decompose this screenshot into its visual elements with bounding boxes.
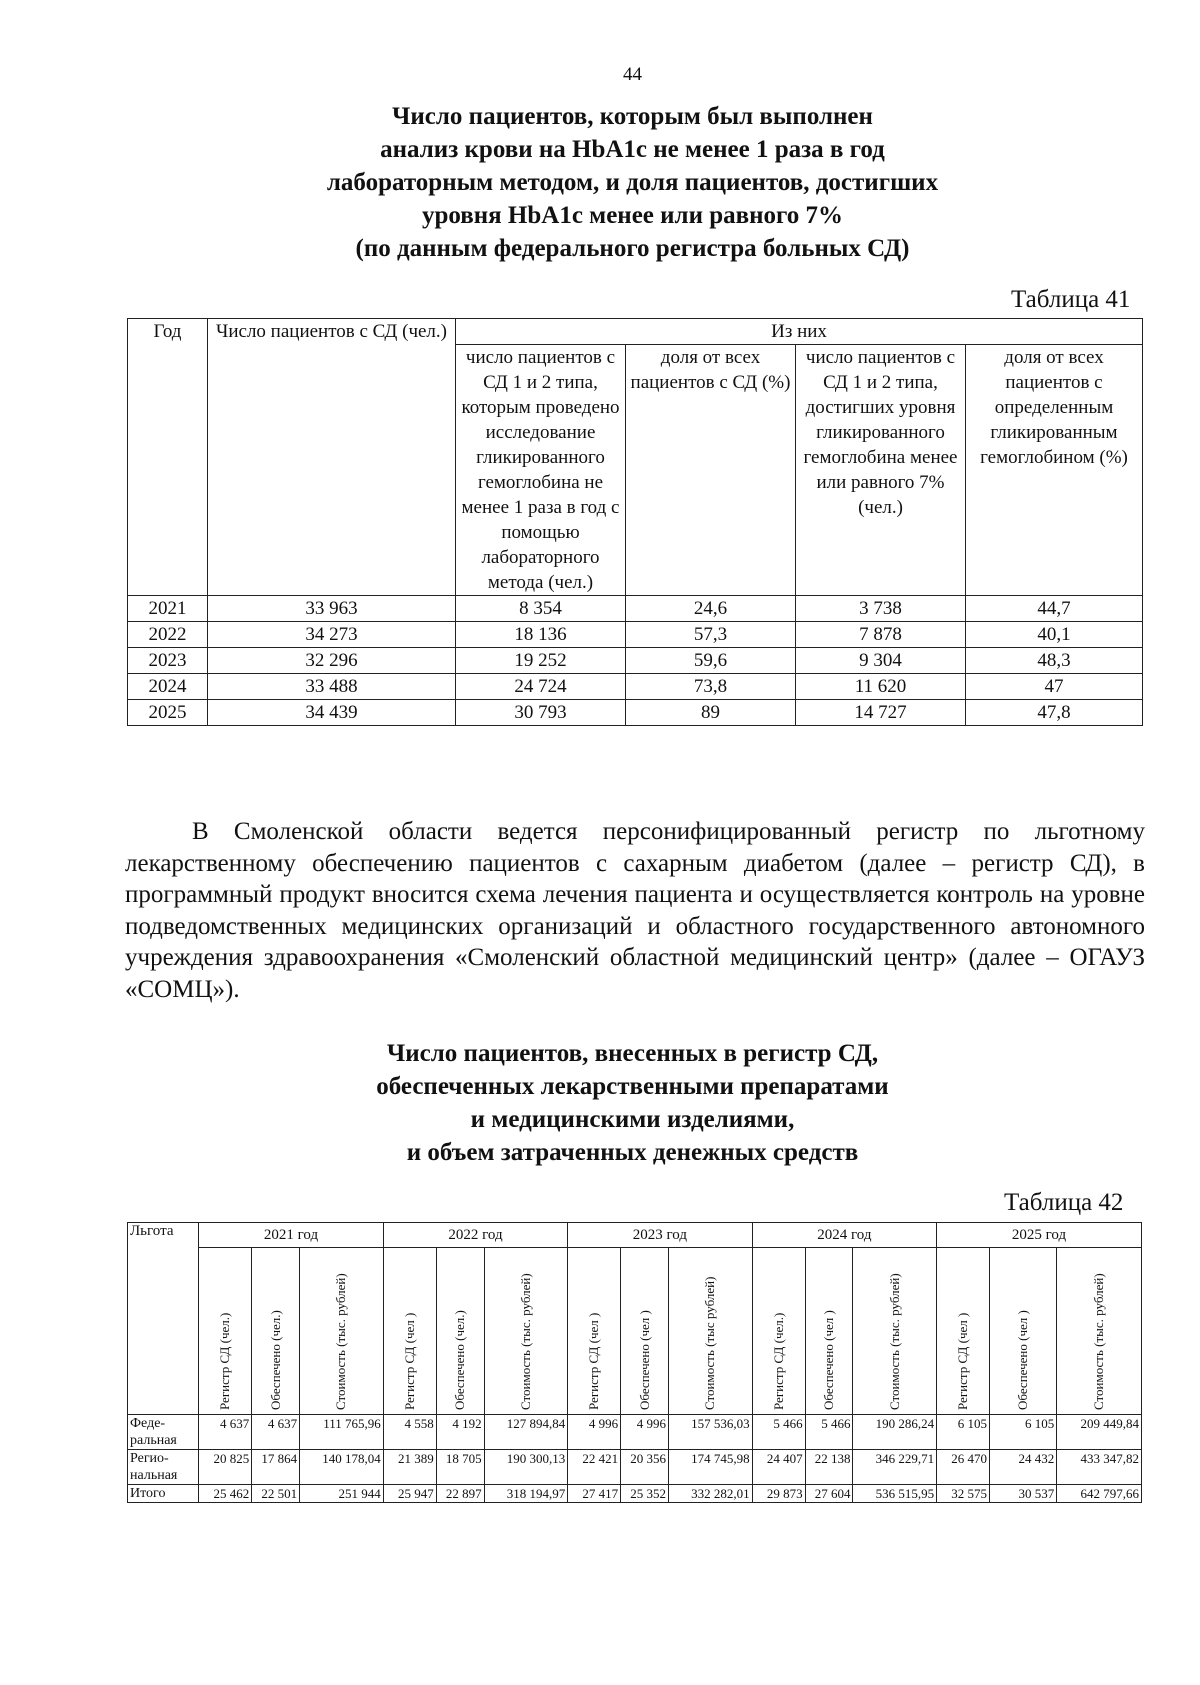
header-subcolumn-label: Обеспечено (чел ): [1015, 1310, 1031, 1410]
table-cell: 25 352: [621, 1485, 669, 1503]
table41: [127, 318, 1143, 726]
header-subcolumn: [568, 1248, 621, 1415]
page-number: 44: [623, 64, 642, 85]
header-subcolumn-label: Стоимость (тыс. рублей): [333, 1273, 349, 1410]
header-subcolumn: [436, 1248, 484, 1415]
table-cell: 47,8: [966, 700, 1143, 726]
table42: [127, 1222, 1142, 1503]
header-year: 2024 год: [752, 1223, 936, 1248]
header-subcolumn: [199, 1248, 252, 1415]
header-subcolumn: [383, 1248, 436, 1415]
table-cell: 433 347,82: [1057, 1450, 1142, 1485]
table-row: [128, 700, 1143, 726]
table-cell: 20 356: [621, 1450, 669, 1485]
table-row: [128, 1450, 1142, 1485]
title-line: Число пациентов, внесенных в регистр СД,: [386, 1040, 879, 1067]
title-line: и объем затраченных денежных средств: [406, 1139, 859, 1166]
table-cell: 140 178,04: [300, 1450, 384, 1485]
header-subcolumn: [805, 1248, 853, 1415]
header-subcolumn: [990, 1248, 1057, 1415]
header-total: Число пациентов с СД (чел.): [208, 319, 456, 596]
table-cell: 111 765,96: [300, 1415, 384, 1450]
header-subcolumn-label: Стоимость (тыс рублей): [702, 1276, 718, 1410]
table-cell: 29 873: [752, 1485, 805, 1503]
header-year: 2023 год: [568, 1223, 752, 1248]
header-subcolumn: [853, 1248, 937, 1415]
header-subcolumn: [1057, 1248, 1142, 1415]
table-cell: 22 421: [568, 1450, 621, 1485]
table41-caption: Таблица 41: [1011, 286, 1131, 313]
title-line: и медицинскими изделиями,: [470, 1106, 795, 1133]
table-cell: 30 793: [456, 700, 626, 726]
header-year: 2022 год: [383, 1223, 567, 1248]
table-cell: 34 439: [208, 700, 456, 726]
header-subcolumn: [252, 1248, 300, 1415]
title-line: уровня HbA1c менее или равного 7%: [421, 202, 844, 229]
header-tested: число пациентов с СД 1 и 2 типа, которым проведено исследование гликированного гемоглобина не менее 1 раза в год с помощью лабораторного метода (чел.): [456, 345, 626, 596]
header-subcolumn: [300, 1248, 384, 1415]
table-row: [128, 1485, 1142, 1503]
table-cell: 27 604: [805, 1485, 853, 1503]
table-cell: 174 745,98: [669, 1450, 753, 1485]
table-cell: 2024: [128, 674, 208, 700]
table-cell: 7 878: [796, 622, 966, 648]
row-label: Регио-нальная: [128, 1450, 199, 1485]
table-cell: 48,3: [966, 648, 1143, 674]
header-subcolumn: [752, 1248, 805, 1415]
table-row: [128, 622, 1143, 648]
table-cell: 3 738: [796, 596, 966, 622]
table-cell: 318 194,97: [484, 1485, 568, 1503]
table-row: [128, 648, 1143, 674]
table-cell: 27 417: [568, 1485, 621, 1503]
table-cell: 4 637: [199, 1415, 252, 1450]
header-tested-share: доля от всех пациентов с СД (%): [626, 345, 796, 596]
table-cell: 22 501: [252, 1485, 300, 1503]
table-cell: 30 537: [990, 1485, 1057, 1503]
table-cell: 4 558: [383, 1415, 436, 1450]
header-year: 2025 год: [937, 1223, 1142, 1248]
table-cell: 6 105: [990, 1415, 1057, 1450]
table-cell: 251 944: [300, 1485, 384, 1503]
table-cell: 24,6: [626, 596, 796, 622]
table-cell: 14 727: [796, 700, 966, 726]
header-subcolumn-label: Регистр СД (чел ): [401, 1312, 417, 1410]
table-cell: 20 825: [199, 1450, 252, 1485]
table-cell: 73,8: [626, 674, 796, 700]
table-cell: 642 797,66: [1057, 1485, 1142, 1503]
table-cell: 209 449,84: [1057, 1415, 1142, 1450]
table-cell: 5 466: [805, 1415, 853, 1450]
header-subcolumn-label: Стоимость (тыс. рублей): [1091, 1273, 1107, 1410]
table-cell: 5 466: [752, 1415, 805, 1450]
table-cell: 6 105: [937, 1415, 990, 1450]
title-line: Число пациентов, которым был выполнен: [392, 103, 873, 130]
table-cell: 89: [626, 700, 796, 726]
header-subcolumn-label: Обеспечено (чел.): [452, 1310, 468, 1410]
table-row: [128, 1415, 1142, 1450]
header-subcolumn: [669, 1248, 753, 1415]
table-cell: 2022: [128, 622, 208, 648]
table-cell: 332 282,01: [669, 1485, 753, 1503]
header-year: Год: [128, 319, 208, 596]
table-cell: 22 138: [805, 1450, 853, 1485]
table-row: [128, 674, 1143, 700]
table-cell: 59,6: [626, 648, 796, 674]
table-cell: 34 273: [208, 622, 456, 648]
header-subcolumn-label: Обеспечено (чел ): [636, 1310, 652, 1410]
table-cell: 25 947: [383, 1485, 436, 1503]
table-cell: 4 996: [621, 1415, 669, 1450]
header-subcolumn: [484, 1248, 568, 1415]
header-subcolumn-label: Обеспечено (чел ): [821, 1310, 837, 1410]
table-cell: 32 575: [937, 1485, 990, 1503]
title-line: анализ крови на HbA1c не менее 1 раза в год: [380, 136, 885, 163]
table-cell: 24 724: [456, 674, 626, 700]
title-line: лабораторным методом, и доля пациентов, достигших: [326, 169, 939, 196]
table-cell: 2025: [128, 700, 208, 726]
table-cell: 127 894,84: [484, 1415, 568, 1450]
table-cell: 9 304: [796, 648, 966, 674]
table-cell: 33 963: [208, 596, 456, 622]
title-line: (по данным федерального регистра больных СД): [355, 235, 910, 262]
header-year: 2021 год: [199, 1223, 383, 1248]
table-cell: 32 296: [208, 648, 456, 674]
table-cell: 4 996: [568, 1415, 621, 1450]
table-cell: 2023: [128, 648, 208, 674]
table-cell: 190 286,24: [853, 1415, 937, 1450]
table-cell: 40,1: [966, 622, 1143, 648]
header-benefit: Льгота: [128, 1223, 199, 1415]
header-reached: число пациентов с СД 1 и 2 типа, достигших уровня гликированного гемоглобина менее или равного 7% (чел.): [796, 345, 966, 596]
table42-caption: Таблица 42: [1004, 1189, 1124, 1216]
header-subcolumn-label: Регистр СД (чел.): [770, 1312, 786, 1410]
table-cell: 190 300,13: [484, 1450, 568, 1485]
header-subcolumn-label: Регистр СД (чел ): [586, 1312, 602, 1410]
table41-title: [0, 100, 1200, 265]
table-cell: 47: [966, 674, 1143, 700]
table-cell: 8 354: [456, 596, 626, 622]
title-line: обеспеченных лекарственными препаратами: [376, 1073, 889, 1100]
table42-title: [0, 1037, 1200, 1169]
row-label: Итого: [128, 1485, 199, 1503]
table-row: [128, 596, 1143, 622]
body-paragraph: В Смоленской области ведется персонифицированный регистр по льготному лекарственному обеспечению пациентов с сахарным диабетом (далее – регистр СД), в программный продукт вносится схема лечения пациента и осуществляется контроль на уровне подведомственных медицинских организаций и областного государственного автономного учреждения здравоохранения «Смоленский областной медицинский центр» (далее – ОГАУЗ «СОМЦ»).: [125, 818, 1145, 1003]
table-cell: 157 536,03: [669, 1415, 753, 1450]
table-cell: 19 252: [456, 648, 626, 674]
table-cell: 346 229,71: [853, 1450, 937, 1485]
header-subcolumn: [621, 1248, 669, 1415]
table-cell: 4 192: [436, 1415, 484, 1450]
table-cell: 22 897: [436, 1485, 484, 1503]
table-cell: 18 705: [436, 1450, 484, 1485]
table-cell: 24 407: [752, 1450, 805, 1485]
table-cell: 17 864: [252, 1450, 300, 1485]
header-subcolumn-label: Регистр СД (чел.): [217, 1312, 233, 1410]
table-cell: 33 488: [208, 674, 456, 700]
header-reached-share: доля от всех пациентов с определенным гликированным гемоглобином (%): [966, 345, 1143, 596]
header-subcolumn-label: Стоимость (тыс. рублей): [517, 1273, 533, 1410]
table-cell: 536 515,95: [853, 1485, 937, 1503]
header-subcolumn-label: Регистр СД (чел ): [955, 1312, 971, 1410]
header-subcolumn-label: Обеспечено (чел.): [267, 1310, 283, 1410]
table-cell: 18 136: [456, 622, 626, 648]
table-cell: 25 462: [199, 1485, 252, 1503]
table-cell: 57,3: [626, 622, 796, 648]
row-label: Феде-ральная: [128, 1415, 199, 1450]
table-cell: 26 470: [937, 1450, 990, 1485]
header-of-them: Из них: [456, 319, 1143, 345]
header-subcolumn: [937, 1248, 990, 1415]
table-cell: 11 620: [796, 674, 966, 700]
header-subcolumn-label: Стоимость (тыс. рублей): [886, 1273, 902, 1410]
table-cell: 4 637: [252, 1415, 300, 1450]
table-cell: 24 432: [990, 1450, 1057, 1485]
table-cell: 2021: [128, 596, 208, 622]
table-cell: 44,7: [966, 596, 1143, 622]
table-cell: 21 389: [383, 1450, 436, 1485]
